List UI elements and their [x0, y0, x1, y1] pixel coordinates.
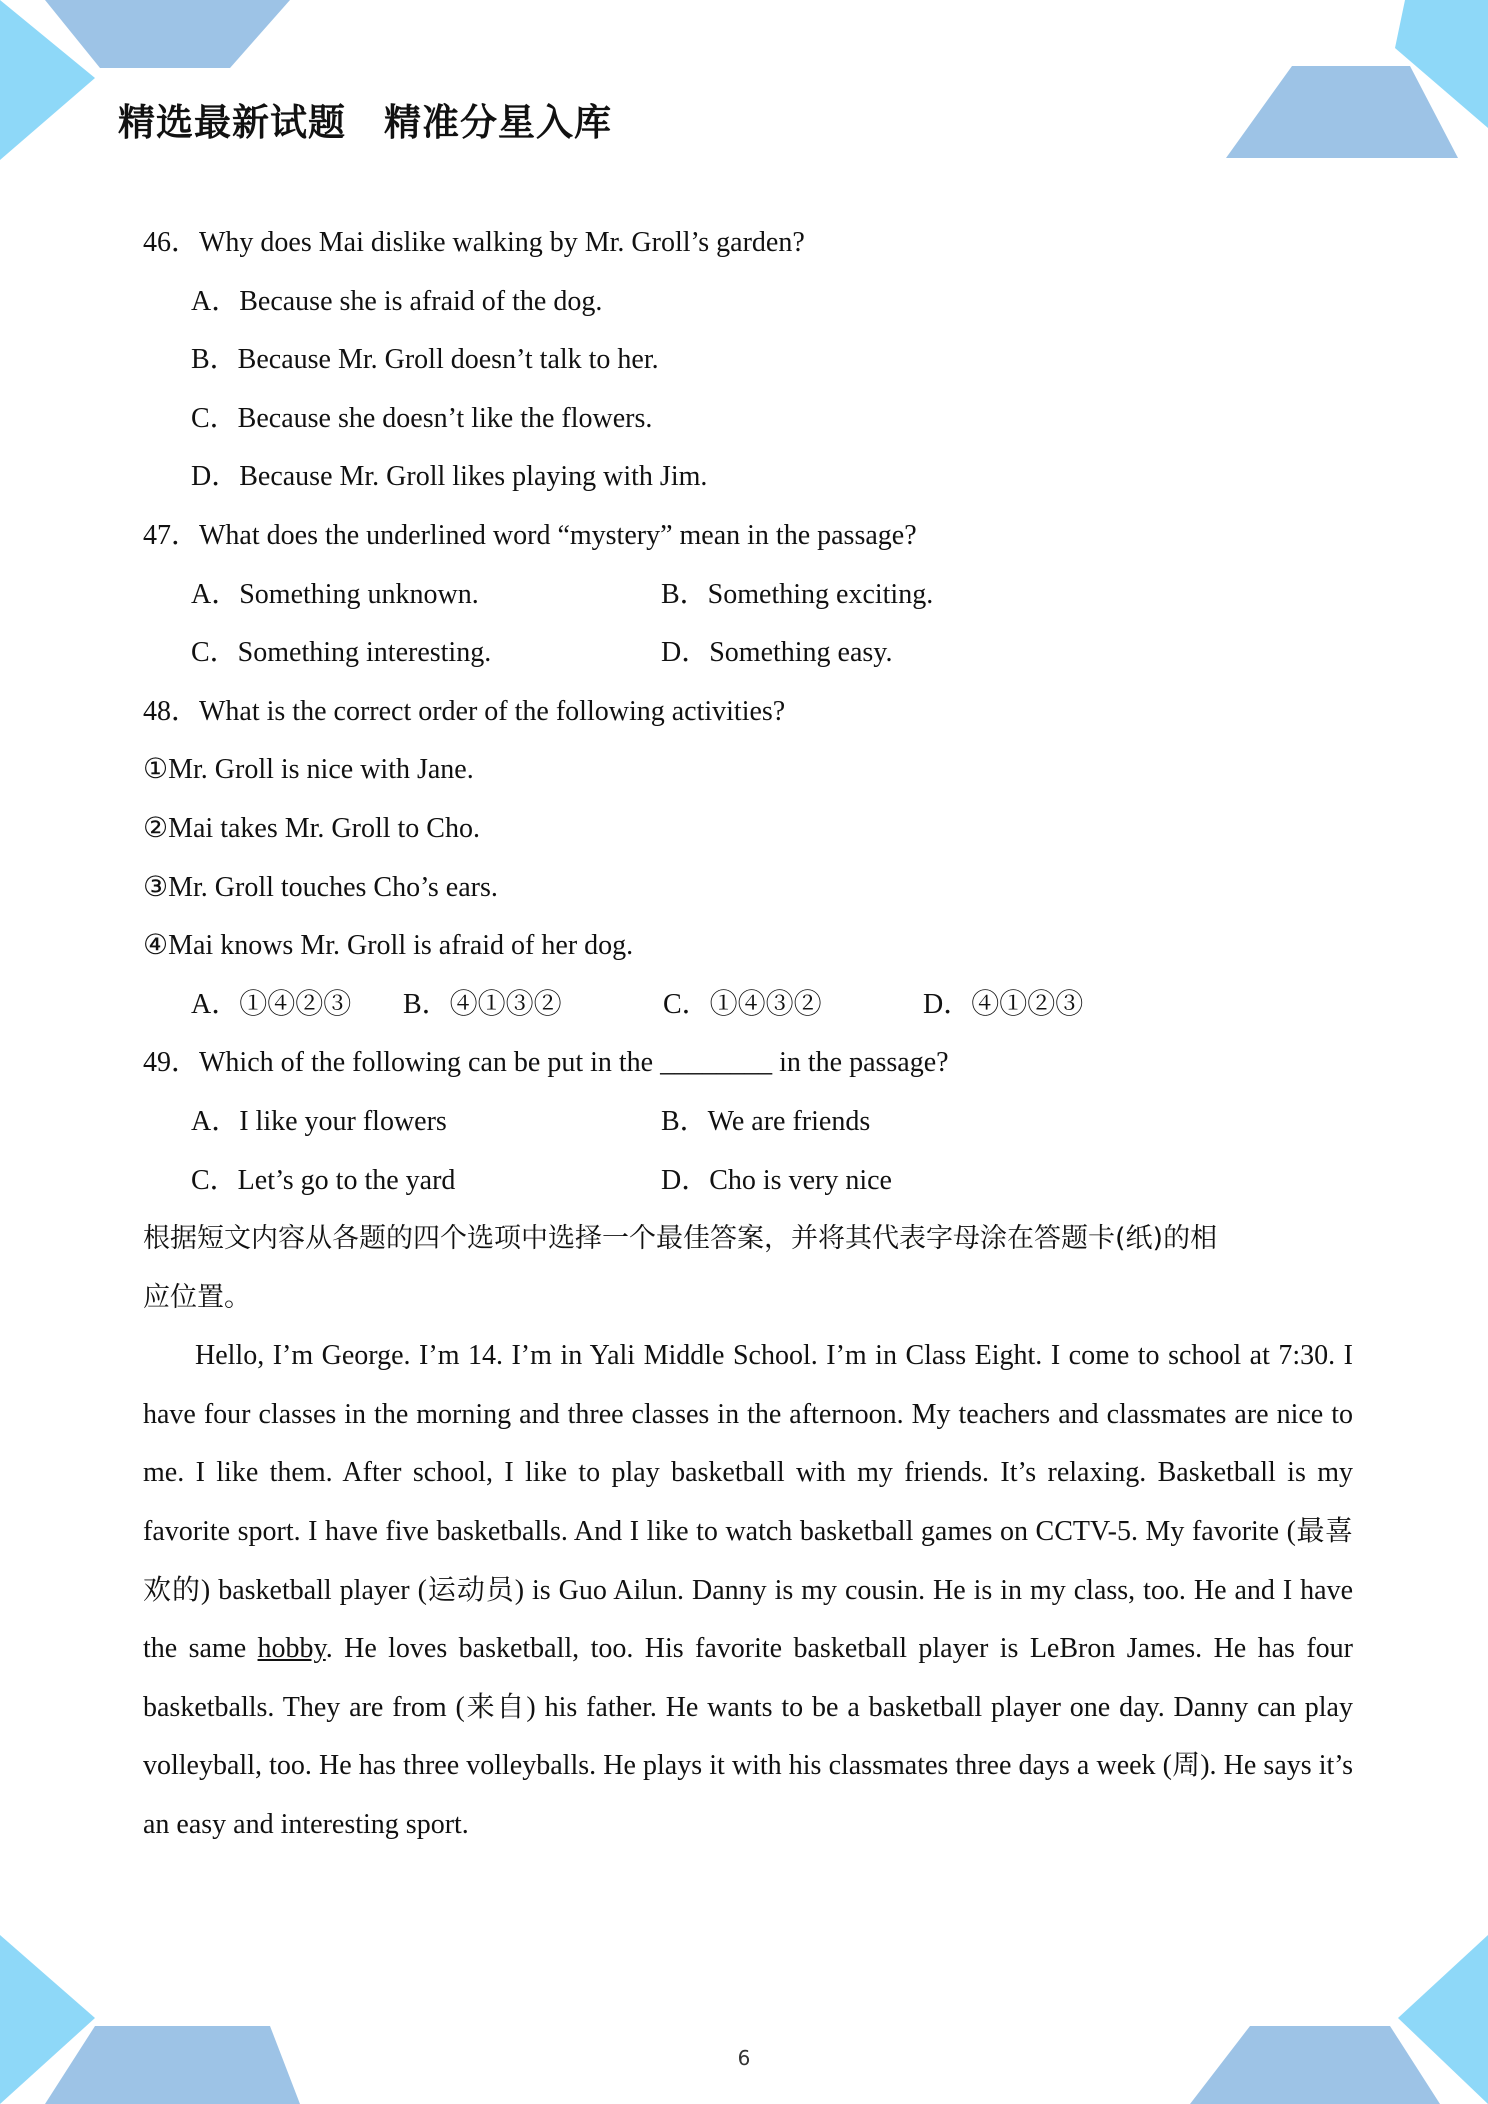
q47-options-row-1	[143, 566, 1353, 625]
q48-options-row	[143, 976, 1353, 1035]
q49-options-row-2	[143, 1152, 1353, 1211]
instructions-line-1: 根据短文内容从各题的四个选项中选择一个最佳答案，并将其代表字母涂在答题卡(纸)的相	[143, 1223, 1218, 1255]
q46-option-c: C．Because she doesn’t like the flowers.	[191, 402, 653, 434]
question-47-stem: 47．What does the underlined word “mystery” mean in the passage?	[143, 519, 917, 551]
reading-passage	[143, 1327, 1353, 1854]
q48-event-3: ③Mr. Groll touches Cho’s ears.	[143, 871, 498, 903]
q48-option-d: D．④①②③	[923, 988, 1084, 1020]
question-content	[143, 214, 1353, 1855]
q49-option-b: B．We are friends	[661, 1105, 871, 1137]
question-49-stem: 49．Which of the following can be put in the ________ in the passage?	[143, 1047, 949, 1079]
q48-event-2: ②Mai takes Mr. Groll to Cho.	[143, 812, 480, 844]
q48-option-b: B．④①③②	[403, 988, 562, 1020]
q48-event-1: ①Mr. Groll is nice with Jane.	[143, 754, 474, 786]
q48-option-a: A．①④②③	[191, 988, 352, 1020]
q47-options-row-2	[143, 624, 1353, 683]
q49-option-a: A．I like your flowers	[191, 1105, 447, 1137]
corner-top-right-trapezoid	[1226, 66, 1458, 158]
instructions-line-2: 应位置。	[143, 1281, 251, 1313]
q48-event-4: ④Mai knows Mr. Groll is afraid of her dog.	[143, 930, 634, 962]
corner-top-left-triangle	[0, 0, 95, 160]
q49-options-row-1	[143, 1093, 1353, 1152]
corner-top-right-triangle	[1395, 0, 1488, 128]
passage-part-1: Hello, I’m George. I’m 14. I’m in Yali Middle School. I’m in Class Eight. I come to school at 7:30. I have four classes in the morning and three classes in the afternoon. My teachers and classmates are nice to me. I like them. After school, I like to play basketball with my friends. It’s relaxing. Basketball is my favorite sport. I have five basketballs. And I like to watch basketball games on CCTV-5. My favorite (最喜欢的) basketball player (运动员) is Guo Ailun. Danny is my cousin. He is in my class, too. He and I have the same	[143, 1340, 1353, 1665]
header-title: 精选最新试题 精准分星入库	[118, 101, 612, 144]
q46-option-a: A．Because she is afraid of the dog.	[191, 285, 603, 317]
q49-option-c: C．Let’s go to the yard	[191, 1164, 456, 1196]
q47-option-d: D．Something easy.	[661, 637, 893, 669]
page-number: 6	[737, 2046, 751, 2070]
corner-top-left-trapezoid	[45, 0, 290, 68]
q46-option-b: B．Because Mr. Groll doesn’t talk to her.	[191, 344, 659, 376]
passage-part-2: . He loves basketball, too. His favorite basketball player is LeBron James. He has four basketballs. They are from (来自) his father. He wants to be a basketball player one day. Danny can play volleyball, too. He has three volleyballs. He plays it with his classmates three days a week (周). He says it’s an easy and interesting sport.	[143, 1633, 1353, 1841]
corner-bottom-left-triangle	[0, 1935, 95, 2104]
question-48-stem: 48．What is the correct order of the following activities?	[143, 695, 786, 727]
question-46-stem: 46．Why does Mai dislike walking by Mr. Groll’s garden?	[143, 227, 805, 258]
q48-option-c: C．①④③②	[663, 988, 822, 1020]
underlined-word-hobby: hobby	[257, 1633, 326, 1665]
q47-option-c: C．Something interesting.	[191, 637, 492, 669]
q46-option-d: D．Because Mr. Groll likes playing with Jim.	[191, 461, 708, 493]
corner-bottom-right-triangle	[1398, 1935, 1488, 2104]
q47-option-b: B．Something exciting.	[661, 578, 934, 610]
q49-option-d: D．Cho is very nice	[661, 1164, 892, 1196]
q47-option-a: A．Something unknown.	[191, 578, 479, 610]
